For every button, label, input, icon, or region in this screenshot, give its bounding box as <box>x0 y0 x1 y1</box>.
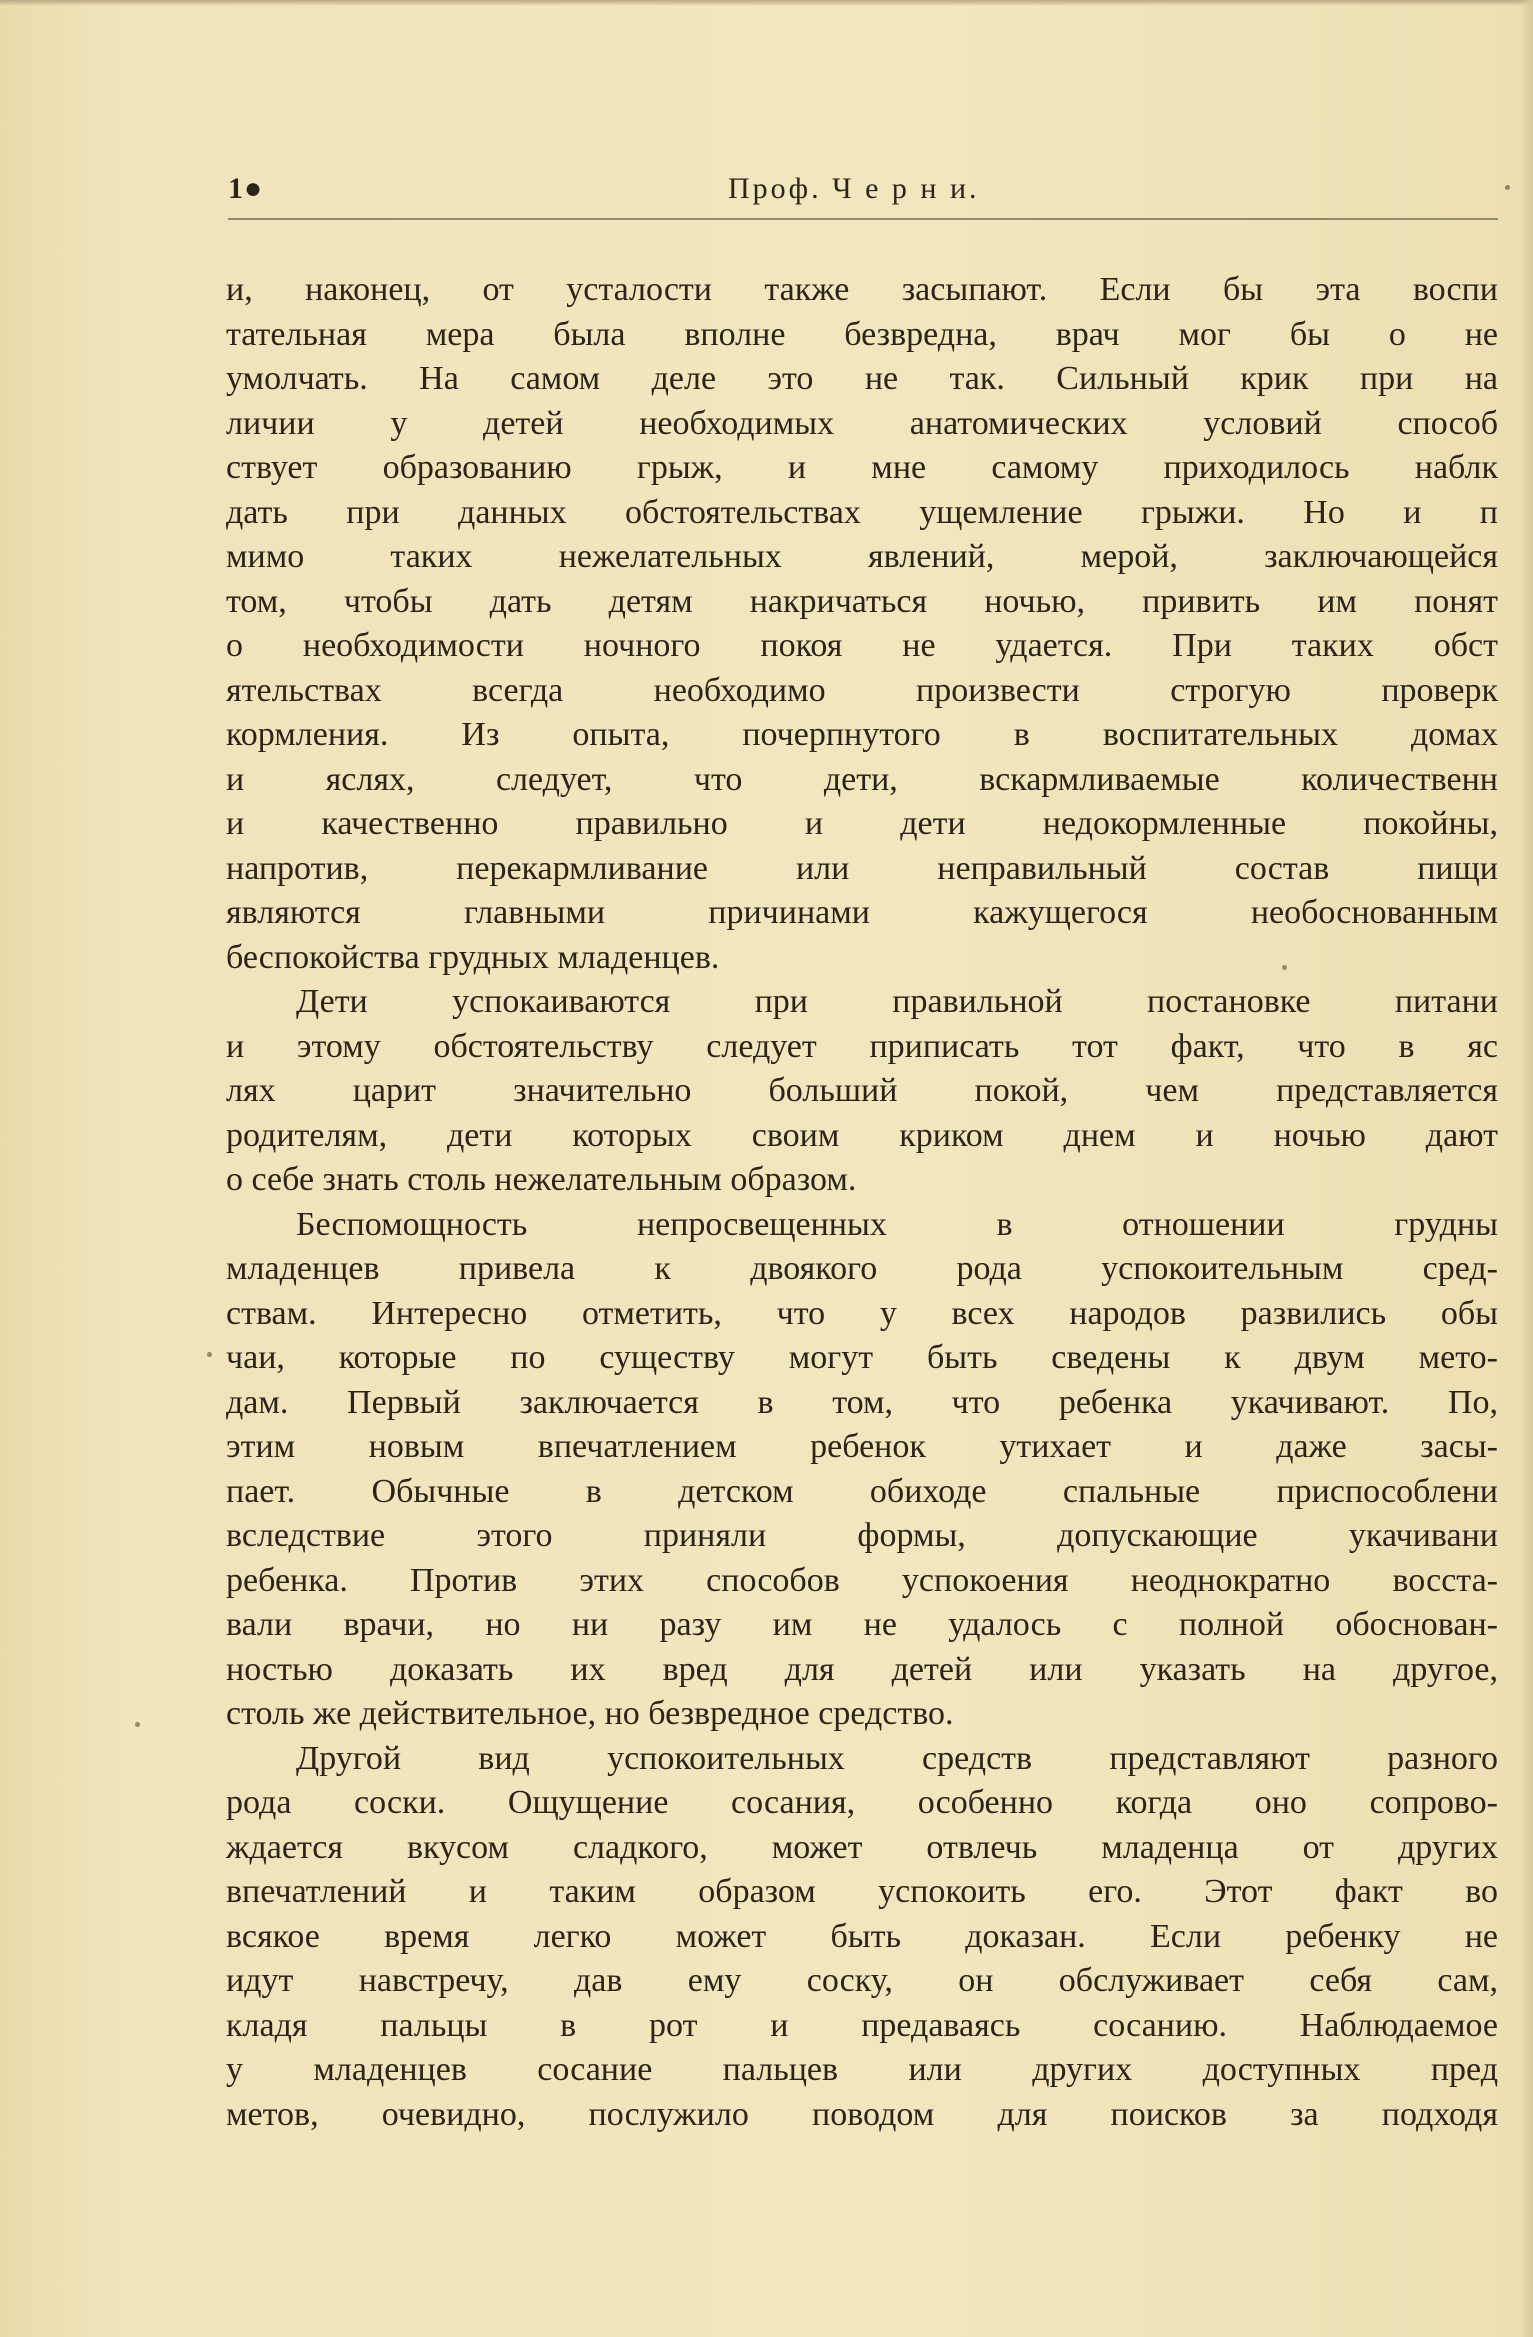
text-line: идут навстречу, дав ему соску, он обслуживает себя сам, <box>226 1962 1498 1999</box>
text-line: рода соски. Ощущение сосания, особенно когда оно сопрово- <box>226 1784 1498 1821</box>
paper-speck <box>135 1722 140 1727</box>
text-line: Дети успокаиваются при правильной постановке питани <box>296 983 1498 1020</box>
text-line: пает. Обычные в детском обиходе спальные приспособлени <box>226 1472 1498 1510</box>
page-number: 1● <box>228 172 264 205</box>
text-line: о себе знать столь нежелательным образом. <box>226 1161 857 1198</box>
text-line: и яслях, следует, что дети, вскармливаемые количественн <box>226 760 1498 798</box>
text-line: дам. Первый заключается в том, что ребенка укачивают. По, <box>226 1383 1498 1421</box>
header-rule <box>228 218 1498 220</box>
text-line: являются главными причинами кажущегося необоснованным <box>226 894 1498 931</box>
page-header <box>228 168 1506 212</box>
text-line: и этому обстоятельству следует приписать тот факт, что в яс <box>226 1027 1498 1065</box>
text-line: ствует образованию грыж, и мне самому приходилось наблк <box>226 449 1498 486</box>
text-line: родителям, дети которых своим криком днем и ночью дают <box>226 1116 1498 1154</box>
text-line: лях царит значительно больший покой, чем представляется <box>226 1072 1498 1109</box>
text-line: о необходимости ночного покоя не удается. При таких обст <box>226 627 1498 664</box>
paper-speck <box>1505 185 1510 190</box>
text-line: кладя пальцы в рот и предаваясь сосанию. Наблюдаемое <box>226 2006 1498 2044</box>
page-top-edge <box>0 0 1533 6</box>
text-line: у младенцев сосание пальцев или других доступных пред <box>226 2051 1498 2088</box>
text-line: напротив, перекармливание или неправильный состав пищи <box>226 849 1498 887</box>
text-line: личии у детей необходимых анатомических условий способ <box>226 404 1498 442</box>
text-line: и качественно правильно и дети недокормленные покойны, <box>226 805 1498 842</box>
text-line: ностью доказать их вред для детей или указать на другое, <box>226 1650 1498 1688</box>
text-line: ятельствах всегда необходимо произвести строгую проверк <box>226 671 1498 709</box>
running-head: Проф. Ч е р н и. <box>728 172 980 205</box>
text-line: кормления. Из опыта, почерпнутого в воспитательных домах <box>226 716 1498 753</box>
paper-speck <box>1282 965 1287 970</box>
body-text <box>226 268 1498 2137</box>
text-line: столь же действительное, но безвредное средство. <box>226 1695 954 1732</box>
text-line: ствам. Интересно отметить, что у всех народов развились обы <box>226 1294 1498 1332</box>
text-line: чаи, которые по существу могут быть сведены к двум мето- <box>226 1339 1498 1376</box>
text-line: тательная мера была вполне безвредна, врач мог бы о не <box>226 315 1498 353</box>
text-line: Беспомощность непросвещенных в отношении грудны <box>296 1205 1498 1243</box>
text-line: впечатлений и таким образом успокоить его. Этот факт во <box>226 1873 1498 1910</box>
text-line: вали врачи, но ни разу им не удалось с полной обоснован- <box>226 1606 1498 1643</box>
text-line: беспокойства грудных младенцев. <box>226 938 720 976</box>
text-line: младенцев привела к двоякого рода успокоительным сред- <box>226 1250 1498 1287</box>
text-line: ребенка. Против этих способов успокоения неоднократно восста- <box>226 1561 1498 1599</box>
text-line: Другой вид успокоительных средств представляют разного <box>296 1739 1498 1777</box>
text-line: всякое время легко может быть доказан. Если ребенку не <box>226 1917 1498 1955</box>
paper-speck <box>207 1352 212 1357</box>
text-line: умолчать. На самом деле это не так. Сильный крик при на <box>226 360 1498 397</box>
text-line: дать при данных обстоятельствах ущемление грыжи. Но и п <box>226 493 1498 531</box>
text-line: вследствие этого приняли формы, допускающие укачивани <box>226 1517 1498 1554</box>
text-line: и, наконец, от усталости также засыпают. Если бы эта воспи <box>226 271 1498 308</box>
text-line: этим новым впечатлением ребенок утихает и даже засы- <box>226 1428 1498 1465</box>
text-line: метов, очевидно, послужило поводом для поисков за подходя <box>226 2095 1498 2133</box>
text-line: мимо таких нежелательных явлений, мерой, заключающейся <box>226 538 1498 575</box>
text-line: ждается вкусом сладкого, может отвлечь младенца от других <box>226 1828 1498 1866</box>
page-right-edge <box>1519 0 1533 2337</box>
text-line: том, чтобы дать детям накричаться ночью, привить им понят <box>226 582 1498 620</box>
